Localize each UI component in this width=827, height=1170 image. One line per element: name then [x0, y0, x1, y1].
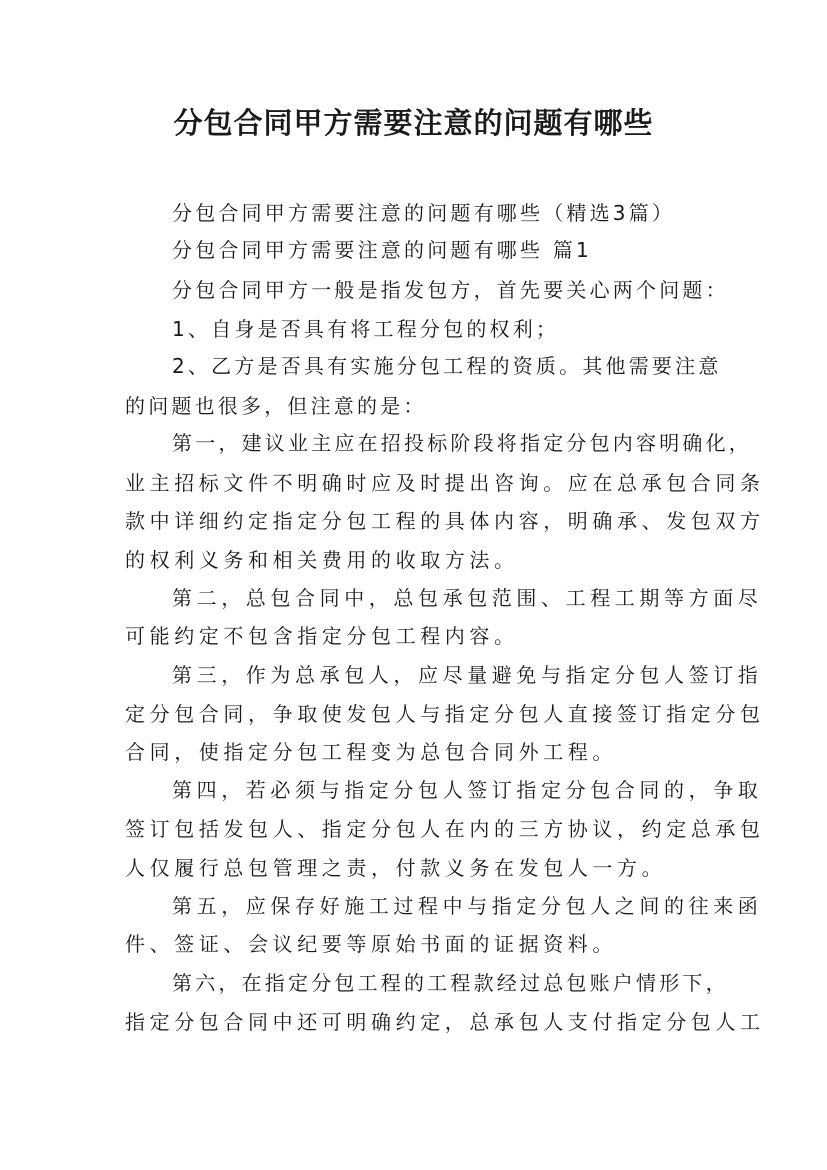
- paragraph-line: 第四，若必须与指定分包人签订指定分包合同的，争取: [172, 778, 763, 802]
- paragraph-line: 可能约定不包含指定分包工程内容。: [125, 624, 519, 648]
- paragraph-line: 合同，使指定分包工程变为总包合同外工程。: [125, 740, 617, 764]
- paragraph-line: 第六，在指定分包工程的工程款经过总包账户情形下，: [172, 971, 729, 995]
- list-item-2: 2、乙方是否具有实施分包工程的资质。其他需要注意: [172, 354, 722, 378]
- paragraph-line: 指定分包合同中还可明确约定，总承包人支付指定分包人工: [125, 1010, 765, 1034]
- paragraph-line: 人仅履行总包管理之责，付款义务在发包人一方。: [125, 856, 667, 880]
- paragraph-line: 款中详细约定指定分包工程的具体内容，明确承、发包双方: [125, 509, 765, 533]
- section-heading: 分包合同甲方需要注意的问题有哪些 篇1: [172, 238, 592, 262]
- list-item-1: 1、自身是否具有将工程分包的权利；: [172, 317, 560, 341]
- paragraph-line: 第三，作为总承包人，应尽量避免与指定分包人签订指: [172, 663, 763, 687]
- document-title: 分包合同甲方需要注意的问题有哪些: [173, 106, 654, 140]
- paragraph-line: 签订包括发包人、指定分包人在内的三方协议，约定总承包: [125, 817, 765, 841]
- paragraph-line: 件、签证、会议纪要等原始书面的证据资料。: [125, 932, 617, 956]
- paragraph-line: 的问题也很多，但注意的是：: [125, 394, 427, 418]
- paragraph-line: 业主招标文件不明确时应及时提出咨询。应在总承包合同条: [125, 471, 765, 495]
- subtitle-line: 分包合同甲方需要注意的问题有哪些（精选3篇）: [172, 201, 676, 225]
- paragraph-line: 第一，建议业主应在招投标阶段将指定分包内容明确化，: [172, 431, 752, 455]
- paragraph-line: 定分包合同，争取使发包人与指定分包人直接签订指定分包: [125, 702, 765, 726]
- paragraph-line: 分包合同甲方一般是指发包方，首先要关心两个问题：: [172, 278, 729, 302]
- paragraph-line: 第二，总包合同中，总包承包范围、工程工期等方面尽: [172, 586, 763, 610]
- paragraph-line: 的权利义务和相关费用的收取方法。: [125, 548, 519, 572]
- paragraph-line: 第五，应保存好施工过程中与指定分包人之间的往来函: [172, 894, 763, 918]
